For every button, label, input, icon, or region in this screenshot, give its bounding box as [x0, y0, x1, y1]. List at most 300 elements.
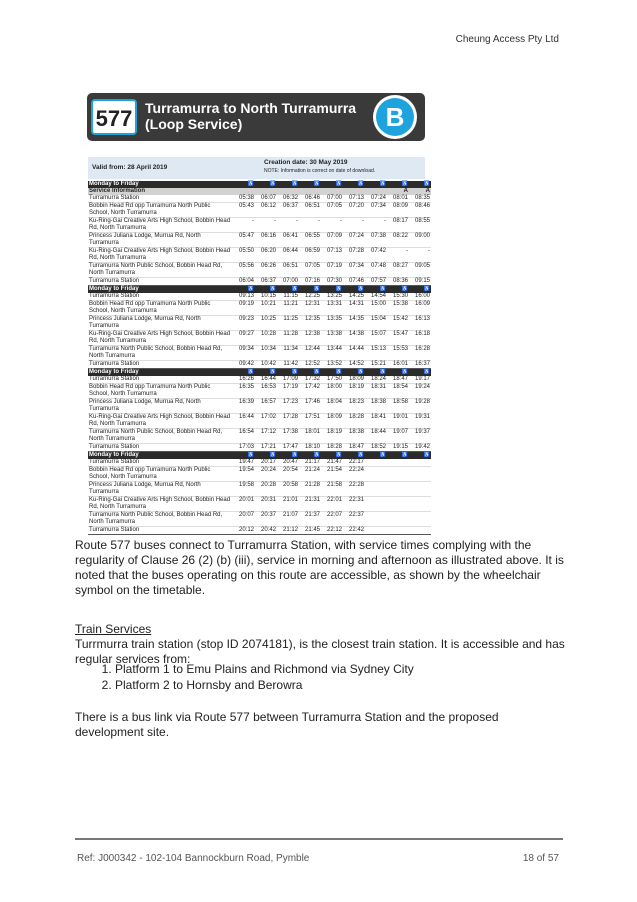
departure-time: 16:00 — [409, 293, 431, 301]
departure-time: 18:09 — [343, 376, 365, 384]
departure-time: 07:46 — [343, 278, 365, 286]
departure-time: 20:07 — [233, 512, 255, 527]
stop-name: Turramurra Station — [88, 195, 233, 203]
wheelchair-icon: ♿ — [299, 452, 321, 460]
wheelchair-icon: ♿ — [321, 452, 343, 460]
route-title-line1: Turramurra to North Turramurra — [145, 100, 357, 116]
train-services-heading: Train Services — [75, 622, 152, 636]
wheelchair-icon: ♿ — [387, 452, 409, 460]
departure-time: - — [321, 218, 343, 233]
departure-time: 05:47 — [233, 233, 255, 248]
departure-time: 22:01 — [321, 497, 343, 512]
section-header — [88, 452, 431, 460]
departure-time: 07:00 — [277, 278, 299, 286]
departure-time: 19:54 — [233, 467, 255, 482]
departure-time: 17:09 — [277, 376, 299, 384]
paragraph-train-station: Turrmurra train station (stop ID 2074181), is the closest train station. It is accessible and has regular services from: — [75, 637, 565, 666]
table-row — [88, 444, 431, 452]
departure-time: 13:52 — [321, 361, 343, 369]
departure-time: - — [255, 218, 277, 233]
stop-name: Turramurra North Public School, Bobbin Head Rd, North Turramurra — [88, 429, 233, 444]
departure-time: 18:04 — [321, 399, 343, 414]
departure-time: 19:24 — [409, 384, 431, 399]
departure-time: 11:28 — [277, 331, 299, 346]
departure-time: 10:25 — [255, 316, 277, 331]
wheelchair-icon: ♿ — [365, 452, 387, 460]
stop-name: Turramurra Station — [88, 293, 233, 301]
departure-time: 20:47 — [277, 459, 299, 467]
departure-time — [387, 467, 409, 482]
departure-time: 14:52 — [343, 361, 365, 369]
departure-time: 13:35 — [321, 316, 343, 331]
wheelchair-icon: ♿ — [343, 181, 365, 188]
departure-time: 20:01 — [233, 497, 255, 512]
table-row — [88, 414, 431, 429]
stop-name: Princess Juliana Lodge, Murrua Rd, North Turramurra — [88, 316, 233, 331]
section-header-label: Monday to Friday — [88, 369, 233, 377]
departure-time: - — [387, 248, 409, 263]
table-row — [88, 376, 431, 384]
departure-time: 12:31 — [299, 301, 321, 316]
wheelchair-icon: ♿ — [409, 369, 431, 377]
departure-time: 20:58 — [277, 482, 299, 497]
departure-time: 18:58 — [387, 399, 409, 414]
departure-time: 17:46 — [299, 399, 321, 414]
stop-name: Turramurra Station — [88, 459, 233, 467]
departure-time: 12:38 — [299, 331, 321, 346]
departure-time: 20:37 — [255, 512, 277, 527]
departure-time: 16:01 — [387, 361, 409, 369]
departure-time: 07:05 — [321, 203, 343, 218]
departure-time — [365, 497, 387, 512]
departure-time: 20:42 — [255, 527, 277, 535]
section-header — [88, 286, 431, 294]
departure-time: 05:43 — [233, 203, 255, 218]
departure-time: 09:23 — [233, 316, 255, 331]
departure-time: 17:32 — [299, 376, 321, 384]
departure-time: 07:34 — [365, 203, 387, 218]
wheelchair-icon: ♿ — [299, 181, 321, 188]
page-number: 18 of 57 — [522, 853, 559, 864]
departure-time: 15:21 — [365, 361, 387, 369]
table-row — [88, 399, 431, 414]
section-header-label: Monday to Friday — [88, 181, 233, 188]
stop-name: Ku-Ring-Gai Creative Arts High School, Bobbin Head Rd, North Turramurra — [88, 218, 233, 233]
table-row — [88, 293, 431, 301]
departure-time: 20:17 — [255, 459, 277, 467]
departure-time: - — [233, 218, 255, 233]
departure-time — [365, 512, 387, 527]
departure-time: 15:53 — [387, 346, 409, 361]
departure-time: 21:47 — [321, 459, 343, 467]
table-row — [88, 497, 431, 512]
departure-time — [409, 527, 431, 535]
departure-time: 07:13 — [321, 248, 343, 263]
table-row — [88, 278, 431, 286]
stop-name: Turramurra Station — [88, 278, 233, 286]
departure-time: 07:16 — [299, 278, 321, 286]
departure-time: 07:20 — [343, 203, 365, 218]
wheelchair-icon: ♿ — [343, 286, 365, 294]
departure-time: 17:42 — [299, 384, 321, 399]
departure-time: 21:58 — [321, 482, 343, 497]
footer-divider — [75, 838, 563, 840]
section-header — [88, 181, 431, 188]
company-name: Cheung Access Pty Ltd — [455, 34, 559, 45]
departure-time: 13:44 — [321, 346, 343, 361]
wheelchair-icon: ♿ — [321, 181, 343, 188]
wheelchair-icon: ♿ — [255, 369, 277, 377]
stop-name: Turramurra Station — [88, 444, 233, 452]
departure-time: 16:37 — [409, 361, 431, 369]
departure-time: 22:42 — [343, 527, 365, 535]
departure-time: 08:09 — [387, 203, 409, 218]
valid-from: Valid from: 28 April 2019 — [92, 164, 168, 171]
wheelchair-icon: ♿ — [365, 181, 387, 188]
stop-name: Princess Juliana Lodge, Murrua Rd, North Turramurra — [88, 482, 233, 497]
stop-name: Turramurra Station — [88, 527, 233, 535]
departure-time: 18:54 — [387, 384, 409, 399]
departure-time: 06:44 — [277, 248, 299, 263]
table-row — [88, 195, 431, 203]
wheelchair-icon: ♿ — [255, 286, 277, 294]
departure-time: 16:26 — [233, 376, 255, 384]
table-row — [88, 429, 431, 444]
departure-time: 21:12 — [277, 527, 299, 535]
wheelchair-icon: ♿ — [255, 181, 277, 188]
departure-time: 18:28 — [343, 414, 365, 429]
table-row — [88, 467, 431, 482]
departure-time: 10:42 — [255, 361, 277, 369]
departure-time: 14:25 — [343, 293, 365, 301]
departure-time: 12:25 — [299, 293, 321, 301]
departure-time: 21:31 — [299, 497, 321, 512]
departure-time: 06:16 — [255, 233, 277, 248]
departure-time: 19:15 — [387, 444, 409, 452]
departure-time: 07:34 — [343, 263, 365, 278]
departure-time: 06:32 — [277, 195, 299, 203]
timetable-info-bar — [88, 157, 425, 179]
route-number: 577 — [91, 99, 137, 135]
departure-time: 07:42 — [365, 248, 387, 263]
departure-time: 09:27 — [233, 331, 255, 346]
departure-time: 17:03 — [233, 444, 255, 452]
departure-time: 14:38 — [343, 331, 365, 346]
departure-time: 11:34 — [277, 346, 299, 361]
departure-time: 22:24 — [343, 467, 365, 482]
departure-time: 11:25 — [277, 316, 299, 331]
departure-time: 18:19 — [321, 429, 343, 444]
departure-time: - — [365, 218, 387, 233]
table-row — [88, 346, 431, 361]
departure-time: 07:30 — [321, 278, 343, 286]
departure-time — [387, 459, 409, 467]
bus-badge-letter: B — [376, 98, 414, 136]
wheelchair-icon: ♿ — [277, 286, 299, 294]
departure-time: 11:15 — [277, 293, 299, 301]
stop-name: Turramurra Station — [88, 361, 233, 369]
table-row — [88, 263, 431, 278]
departure-time: 17:23 — [277, 399, 299, 414]
table-row — [88, 512, 431, 527]
departure-time: 22:07 — [321, 512, 343, 527]
departure-time: 15:42 — [387, 316, 409, 331]
departure-time: 15:30 — [387, 293, 409, 301]
wheelchair-icon: ♿ — [387, 181, 409, 188]
paragraph-route-577: Route 577 buses connect to Turramurra Station, with service times complying with the regularity of Clause 26 (2) (b) (iii), service in morning and afternoon as illustrated above. It is noted that the buses operating on this route are accessible, as shown by the wheelchair symbol on the timetable. — [75, 538, 564, 597]
departure-time: 13:38 — [321, 331, 343, 346]
departure-time: 20:28 — [255, 482, 277, 497]
departure-time: 05:38 — [233, 195, 255, 203]
table-row — [88, 203, 431, 218]
departure-time: 13:25 — [321, 293, 343, 301]
departure-time: 12:44 — [299, 346, 321, 361]
service-info-cell — [233, 188, 255, 195]
departure-time: 08:01 — [387, 195, 409, 203]
service-info-cell — [321, 188, 343, 195]
departure-time: 09:00 — [409, 233, 431, 248]
route-banner — [87, 93, 425, 141]
departure-time: 18:52 — [365, 444, 387, 452]
departure-time: 07:00 — [321, 195, 343, 203]
table-row — [88, 248, 431, 263]
wheelchair-icon: ♿ — [387, 286, 409, 294]
wheelchair-icon: ♿ — [255, 452, 277, 460]
service-info-cell: A — [409, 188, 431, 195]
departure-time: 19:28 — [409, 399, 431, 414]
departure-time: 06:04 — [233, 278, 255, 286]
departure-time: 07:57 — [365, 278, 387, 286]
departure-time: 09:05 — [409, 263, 431, 278]
departure-time: 09:34 — [233, 346, 255, 361]
service-info-cell — [343, 188, 365, 195]
departure-time: 19:47 — [233, 459, 255, 467]
departure-time: 20:12 — [233, 527, 255, 535]
departure-time: 05:56 — [233, 263, 255, 278]
departure-time — [365, 467, 387, 482]
creation-date: Creation date: 30 May 2019 — [264, 159, 348, 166]
departure-time: 21:45 — [299, 527, 321, 535]
wheelchair-icon: ♿ — [233, 369, 255, 377]
departure-time: 15:47 — [387, 331, 409, 346]
departure-time: 18:01 — [299, 429, 321, 444]
departure-time — [409, 467, 431, 482]
departure-time: 16:54 — [233, 429, 255, 444]
departure-time: 16:35 — [233, 384, 255, 399]
info-note: NOTE: Information is correct on date of download. — [264, 168, 376, 174]
wheelchair-icon: ♿ — [233, 452, 255, 460]
stop-name: Bobbin Head Rd opp Turramurra North Public School, North Turramurra — [88, 301, 233, 316]
departure-time: 06:07 — [255, 195, 277, 203]
section-header — [88, 369, 431, 377]
departure-time — [365, 459, 387, 467]
departure-time: 06:51 — [299, 203, 321, 218]
departure-time: 08:36 — [387, 278, 409, 286]
wheelchair-icon: ♿ — [321, 286, 343, 294]
departure-time: 09:42 — [233, 361, 255, 369]
table-row — [88, 233, 431, 248]
departure-time: 16:53 — [255, 384, 277, 399]
departure-time: 19:42 — [409, 444, 431, 452]
departure-time: 19:17 — [409, 376, 431, 384]
departure-time: 22:17 — [343, 459, 365, 467]
stop-name: Ku-Ring-Gai Creative Arts High School, Bobbin Head Rd, North Turramurra — [88, 248, 233, 263]
service-info-cell — [255, 188, 277, 195]
departure-time: 21:37 — [299, 512, 321, 527]
table-row — [88, 218, 431, 233]
departure-time: 18:44 — [365, 429, 387, 444]
departure-time: 07:19 — [321, 263, 343, 278]
departure-time: 16:09 — [409, 301, 431, 316]
departure-time: 17:50 — [321, 376, 343, 384]
departure-time — [387, 527, 409, 535]
departure-time: 07:24 — [365, 195, 387, 203]
table-row — [88, 482, 431, 497]
departure-time: 06:59 — [299, 248, 321, 263]
stop-name: Ku-Ring-Gai Creative Arts High School, Bobbin Head Rd, North Turramurra — [88, 414, 233, 429]
wheelchair-icon: ♿ — [409, 286, 431, 294]
stop-name: Bobbin Head Rd opp Turramurra North Public School, North Turramurra — [88, 467, 233, 482]
departure-time: 17:38 — [277, 429, 299, 444]
departure-time: 21:01 — [277, 497, 299, 512]
wheelchair-icon: ♿ — [277, 181, 299, 188]
departure-time: 16:13 — [409, 316, 431, 331]
departure-time: 18:19 — [343, 384, 365, 399]
departure-time: 15:04 — [365, 316, 387, 331]
departure-time — [365, 482, 387, 497]
stop-name: Princess Juliana Lodge, Murrua Rd, North Turramurra — [88, 399, 233, 414]
departure-time: 15:13 — [365, 346, 387, 361]
departure-time: 08:27 — [387, 263, 409, 278]
departure-time: 17:19 — [277, 384, 299, 399]
departure-time: 15:38 — [387, 301, 409, 316]
departure-time: 19:58 — [233, 482, 255, 497]
stop-name: Ku-Ring-Gai Creative Arts High School, Bobbin Head Rd, North Turramurra — [88, 497, 233, 512]
departure-time: 18:41 — [365, 414, 387, 429]
departure-time: 21:54 — [321, 467, 343, 482]
departure-time: 05:50 — [233, 248, 255, 263]
departure-time: 14:35 — [343, 316, 365, 331]
table-row — [88, 331, 431, 346]
departure-time: 21:24 — [299, 467, 321, 482]
departure-time — [387, 497, 409, 512]
departure-time: 06:41 — [277, 233, 299, 248]
departure-time: 18:38 — [365, 399, 387, 414]
departure-time: 08:17 — [387, 218, 409, 233]
departure-time: 17:51 — [299, 414, 321, 429]
departure-time: 07:09 — [321, 233, 343, 248]
departure-time: 07:05 — [299, 263, 321, 278]
departure-time: 17:21 — [255, 444, 277, 452]
wheelchair-icon: ♿ — [299, 286, 321, 294]
table-row — [88, 384, 431, 399]
departure-time: 22:12 — [321, 527, 343, 535]
departure-time: 07:13 — [343, 195, 365, 203]
bus-timetable — [88, 181, 431, 535]
table-row — [88, 301, 431, 316]
departure-time: 18:28 — [321, 444, 343, 452]
bus-badge-icon — [373, 95, 417, 139]
departure-time: - — [299, 218, 321, 233]
service-info-row — [88, 188, 431, 195]
departure-time: 16:44 — [233, 414, 255, 429]
service-info-label: Service Information — [88, 188, 233, 195]
departure-time: 14:54 — [365, 293, 387, 301]
departure-time: 07:38 — [365, 233, 387, 248]
paragraph-bus-link: There is a bus link via Route 577 between Turramurra Station and the proposed development site. — [75, 710, 499, 739]
wheelchair-icon: ♿ — [343, 369, 365, 377]
footer-reference: Ref: J000342 - 102-104 Bannockburn Road, Pymble — [77, 853, 310, 864]
departure-time: 21:28 — [299, 482, 321, 497]
departure-time — [387, 512, 409, 527]
departure-time: 08:35 — [409, 195, 431, 203]
wheelchair-icon: ♿ — [343, 452, 365, 460]
section-header-label: Monday to Friday — [88, 452, 233, 460]
departure-time: 22:37 — [343, 512, 365, 527]
service-info-cell — [277, 188, 299, 195]
departure-time: 17:47 — [277, 444, 299, 452]
wheelchair-icon: ♿ — [299, 369, 321, 377]
departure-time: 11:21 — [277, 301, 299, 316]
departure-time: 17:28 — [277, 414, 299, 429]
departure-time — [409, 512, 431, 527]
departure-time: 20:54 — [277, 467, 299, 482]
departure-time: 18:47 — [343, 444, 365, 452]
departure-time: 22:31 — [343, 497, 365, 512]
departure-time: 18:24 — [365, 376, 387, 384]
departure-time: 06:12 — [255, 203, 277, 218]
departure-time: 08:55 — [409, 218, 431, 233]
departure-time: 12:52 — [299, 361, 321, 369]
departure-time: 21:17 — [299, 459, 321, 467]
departure-time: 18:00 — [321, 384, 343, 399]
departure-time: 09:13 — [233, 293, 255, 301]
departure-time: 16:28 — [409, 346, 431, 361]
section-header-label: Monday to Friday — [88, 286, 233, 294]
stop-name: Turramurra North Public School, Bobbin Head Rd, North Turramurra — [88, 346, 233, 361]
departure-time: 19:07 — [387, 429, 409, 444]
wheelchair-icon: ♿ — [321, 369, 343, 377]
departure-time: 06:51 — [277, 263, 299, 278]
departure-time: 08:46 — [409, 203, 431, 218]
departure-time: 10:34 — [255, 346, 277, 361]
stop-name: Bobbin Head Rd opp Turramurra North Public School, North Turramurra — [88, 384, 233, 399]
departure-time: 18:09 — [321, 414, 343, 429]
table-row — [88, 361, 431, 369]
wheelchair-icon: ♿ — [409, 452, 431, 460]
departure-time: 18:10 — [299, 444, 321, 452]
departure-time: 07:48 — [365, 263, 387, 278]
departure-time: 16:39 — [233, 399, 255, 414]
departure-time: 09:15 — [409, 278, 431, 286]
stop-name: Turramurra North Public School, Bobbin Head Rd, North Turramurra — [88, 512, 233, 527]
departure-time: 22:28 — [343, 482, 365, 497]
departure-time: 10:21 — [255, 301, 277, 316]
departure-time: 15:07 — [365, 331, 387, 346]
stop-name: Turramurra North Public School, Bobbin Head Rd, North Turramurra — [88, 263, 233, 278]
platform-item: 2. Platform 2 to Hornsby and Berowra — [115, 677, 414, 693]
departure-time — [409, 482, 431, 497]
service-info-cell: A — [387, 188, 409, 195]
platform-item: 1. Platform 1 to Emu Plains and Richmond via Sydney City — [115, 661, 414, 677]
route-title — [145, 100, 356, 132]
stop-name: Ku-Ring-Gai Creative Arts High School, Bobbin Head Rd, North Turramurra — [88, 331, 233, 346]
departure-time: 06:37 — [255, 278, 277, 286]
wheelchair-icon: ♿ — [409, 181, 431, 188]
departure-time: 10:28 — [255, 331, 277, 346]
departure-time: 13:31 — [321, 301, 343, 316]
departure-time: - — [277, 218, 299, 233]
